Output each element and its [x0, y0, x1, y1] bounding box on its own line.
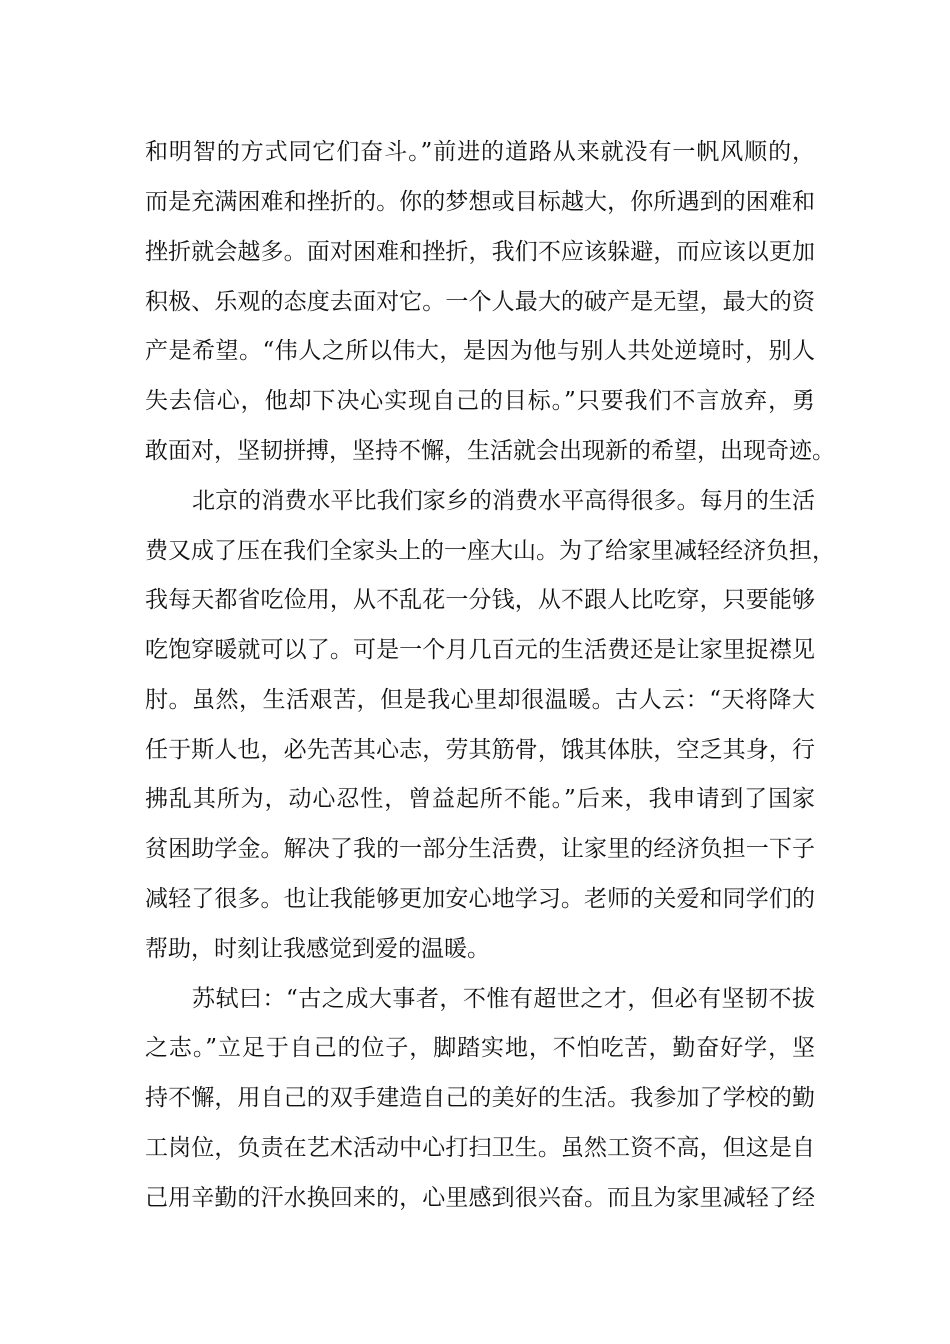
text-line: 失去信心，他却下决心实现自己的目标。”只要我们不言放弃，勇: [145, 388, 815, 414]
paragraph-first-line: 北京的消费水平比我们家乡的消费水平高得很多。每月的生活: [192, 488, 815, 514]
paragraph-first-line: 苏轼曰：“古之成大事者，不惟有超世之才，但必有坚韧不拔: [192, 986, 815, 1012]
text-line: 拂乱其所为，动心忍性，曾益起所不能。”后来，我申请到了国家: [145, 786, 815, 812]
text-line: 我每天都省吃俭用，从不乱花一分钱，从不跟人比吃穿，只要能够: [145, 587, 815, 613]
text-line: 积极、乐观的态度去面对它。一个人最大的破产是无望，最大的资: [145, 289, 815, 315]
text-line: 减轻了很多。也让我能够更加安心地学习。老师的关爱和同学们的: [145, 886, 815, 912]
text-line: 产是希望。“伟人之所以伟大，是因为他与别人共处逆境时，别人: [145, 338, 815, 364]
text-line: 肘。虽然，生活艰苦，但是我心里却很温暖。古人云：“天将降大: [145, 687, 815, 713]
text-line: 己用辛勤的汗水换回来的，心里感到很兴奋。而且为家里减轻了经: [145, 1185, 815, 1211]
text-line: 挫折就会越多。面对困难和挫折，我们不应该躲避，而应该以更加: [145, 239, 815, 265]
text-line: 工岗位，负责在艺术活动中心打扫卫生。虽然工资不高，但这是自: [145, 1135, 815, 1161]
text-line: 持不懈，用自己的双手建造自己的美好的生活。我参加了学校的勤: [145, 1085, 815, 1111]
text-line: 费又成了压在我们全家头上的一座大山。为了给家里减轻经济负担，: [145, 538, 835, 564]
text-line: 吃饱穿暖就可以了。可是一个月几百元的生活费还是让家里捉襟见: [145, 637, 815, 663]
text-line: 而是充满困难和挫折的。你的梦想或目标越大，你所遇到的困难和: [145, 189, 815, 215]
text-line: 之志。”立足于自己的位子，脚踏实地，不怕吃苦，勤奋好学，坚: [145, 1035, 815, 1061]
text-line: 敢面对，坚韧拼搏，坚持不懈，生活就会出现新的希望，出现奇迹。: [145, 438, 835, 464]
text-line: 贫困助学金。解决了我的一部分生活费，让家里的经济负担一下子: [145, 836, 815, 862]
text-line: 任于斯人也，必先苦其心志，劳其筋骨，饿其体肤，空乏其身，行: [145, 737, 815, 763]
text-line: 和明智的方式同它们奋斗。”前进的道路从来就没有一帆风顺的，: [145, 139, 815, 165]
paragraph-last-line: 帮助，时刻让我感觉到爱的温暖。: [145, 936, 490, 962]
